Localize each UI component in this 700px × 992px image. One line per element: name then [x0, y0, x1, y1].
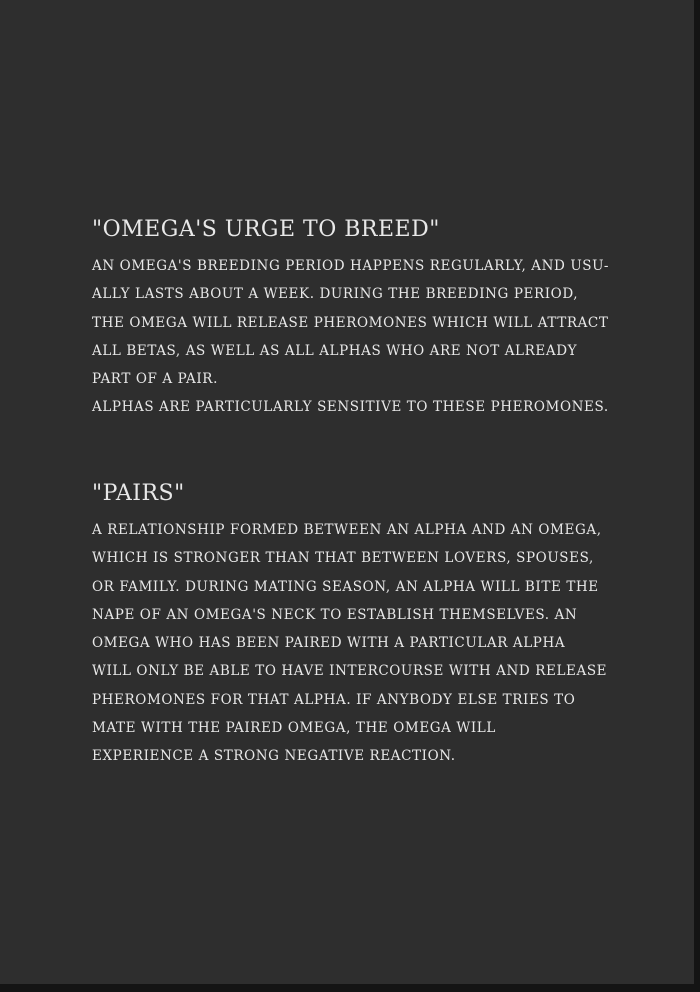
body-line: THE OMEGA WILL RELEASE PHEROMONES WHICH WILL ATTRACT: [92, 314, 609, 331]
body-line: AN OMEGA'S BREEDING PERIOD HAPPENS REGULARLY, AND USU-: [92, 258, 610, 274]
body-line: ALPHAS ARE PARTICULARLY SENSITIVE TO THESE PHEROMONES.: [92, 399, 609, 416]
body-line: OR FAMILY. DURING MATING SEASON, AN ALPHA WILL BITE THE: [92, 578, 599, 595]
section-pairs: [92, 480, 632, 771]
body-line: NAPE OF AN OMEGA'S NECK TO ESTABLISH THEMSELVES. AN: [92, 606, 578, 623]
body-line: WILL ONLY BE ABLE TO HAVE INTERCOURSE WITH AND RELEASE: [92, 663, 608, 680]
section-heading: "PAIRS": [92, 481, 185, 506]
body-line: PHEROMONES FOR THAT ALPHA. IF ANYBODY ELSE TRIES TO: [92, 691, 576, 708]
section-omega-urge-to-breed: [92, 216, 632, 422]
body-line: MATE WITH THE PAIRED OMEGA, THE OMEGA WILL: [92, 720, 496, 737]
body-line: ALLY LASTS ABOUT A WEEK. DURING THE BREEDING PERIOD,: [92, 286, 579, 303]
body-line: A RELATIONSHIP FORMED BETWEEN AN ALPHA AND AN OMEGA,: [92, 522, 602, 538]
body-line: PART OF A PAIR.: [92, 371, 218, 388]
body-line: WHICH IS STRONGER THAN THAT BETWEEN LOVERS, SPOUSES,: [92, 550, 594, 567]
section-heading: "OMEGA'S URGE TO BREED": [92, 217, 440, 242]
body-line: ALL BETAS, AS WELL AS ALL ALPHAS WHO ARE NOT ALREADY: [92, 342, 578, 359]
body-line: OMEGA WHO HAS BEEN PAIRED WITH A PARTICULAR ALPHA: [92, 635, 566, 652]
body-line: EXPERIENCE A STRONG NEGATIVE REACTION.: [92, 748, 456, 765]
